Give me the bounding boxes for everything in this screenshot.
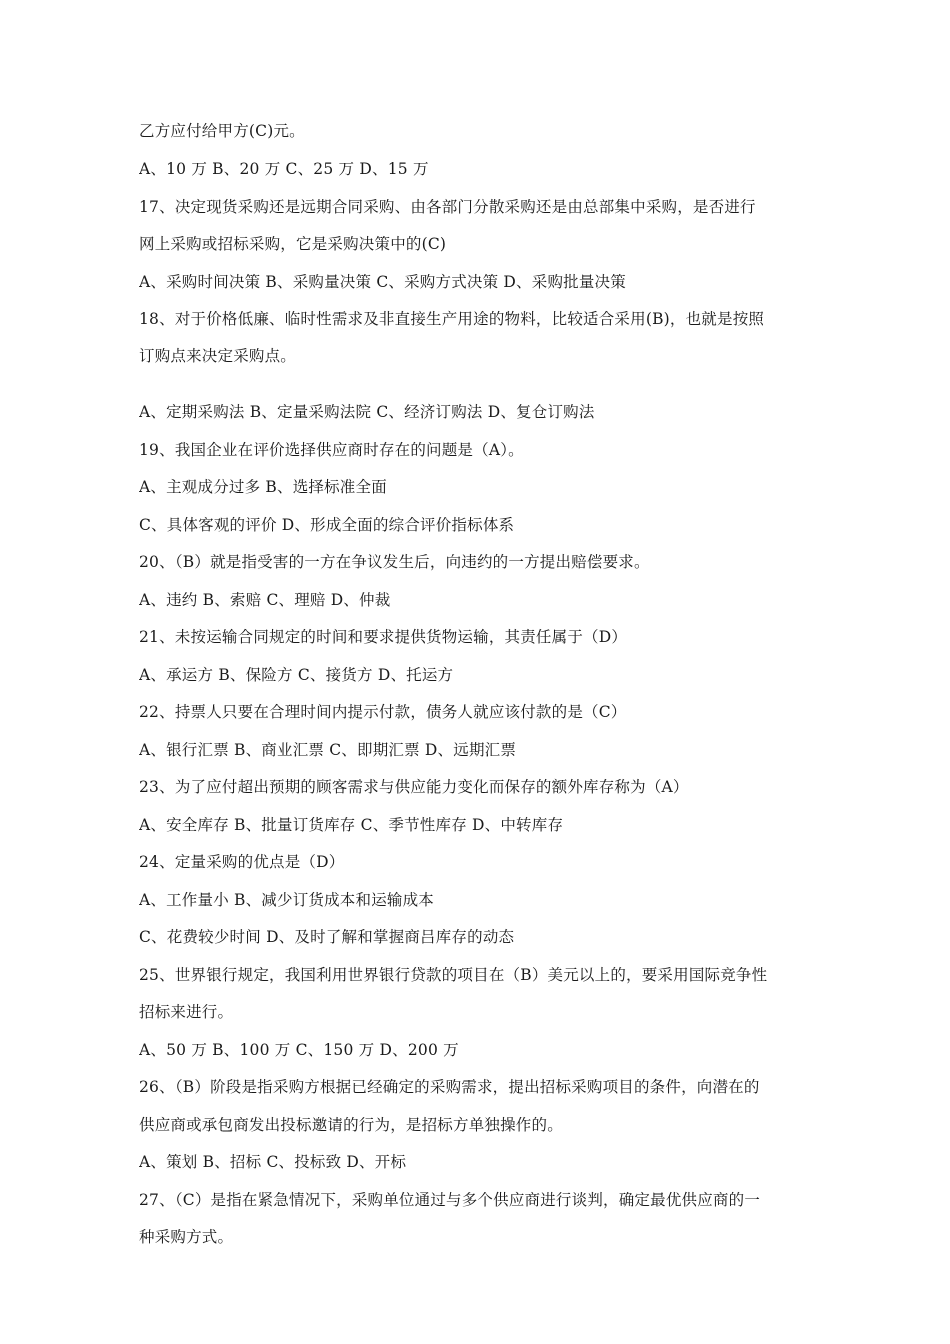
text-line: 订购点来决定采购点。 — [139, 347, 297, 365]
text-line: 17、决定现货采购还是远期合同采购、由各部门分散采购还是由总部集中采购，是否进行 — [139, 198, 756, 216]
text-line: C、花费较少时间 D、及时了解和掌握商吕库存的动态 — [139, 928, 515, 946]
text-line: 乙方应付给甲方(C)元。 — [139, 122, 305, 140]
text-line: C、具体客观的评价 D、形成全面的综合评价指标体系 — [139, 516, 515, 534]
text-line: 种采购方式。 — [139, 1228, 234, 1246]
text-line: A、策划 B、招标 C、投标致 D、开标 — [139, 1153, 407, 1171]
text-line: A、定期采购法 B、定量采购法院 C、经济订购法 D、复仓订购法 — [139, 403, 595, 421]
text-line: 24、定量采购的优点是（D） — [139, 853, 345, 871]
text-line: 网上采购或招标采购，它是采购决策中的(C) — [139, 235, 447, 253]
text-line: A、违约 B、索赔 C、理赔 D、仲裁 — [139, 591, 391, 609]
text-line: 18、对于价格低廉、临时性需求及非直接生产用途的物料，比较适合采用(B)，也就是按照 — [139, 310, 765, 328]
text-line: A、10 万 B、20 万 C、25 万 D、15 万 — [139, 160, 429, 178]
text-line: 供应商或承包商发出投标邀请的行为，是招标方单独操作的。 — [139, 1116, 563, 1134]
text-line: A、承运方 B、保险方 C、接货方 D、托运方 — [139, 666, 454, 684]
text-line: 招标来进行。 — [139, 1003, 234, 1021]
text-line: 22、持票人只要在合理时间内提示付款，债务人就应该付款的是（C） — [139, 703, 627, 721]
text-line: A、主观成分过多 B、选择标准全面 — [139, 478, 387, 496]
text-line: A、银行汇票 B、商业汇票 C、即期汇票 D、远期汇票 — [139, 741, 517, 759]
text-line: A、50 万 B、100 万 C、150 万 D、200 万 — [139, 1041, 459, 1059]
text-line: A、采购时间决策 B、采购量决策 C、采购方式决策 D、采购批量决策 — [139, 273, 626, 291]
text-line: 19、我国企业在评价选择供应商时存在的问题是（A）。 — [139, 441, 524, 459]
text-line: 20、（B）就是指受害的一方在争议发生后，向违约的一方提出赔偿要求。 — [139, 553, 650, 571]
text-line: 21、未按运输合同规定的时间和要求提供货物运输，其责任属于（D） — [139, 628, 628, 646]
text-line: 25、世界银行规定，我国利用世界银行贷款的项目在（B）美元以上的，要采用国际竞争性 — [139, 966, 768, 984]
text-line: A、安全库存 B、批量订货库存 C、季节性库存 D、中转库存 — [139, 816, 564, 834]
text-line: 27、（C）是指在紧急情况下，采购单位通过与多个供应商进行谈判，确定最优供应商的一 — [139, 1191, 761, 1209]
text-line: 23、为了应付超出预期的顾客需求与供应能力变化而保存的额外库存称为（A） — [139, 778, 689, 796]
text-line: A、工作量小 B、减少订货成本和运输成本 — [139, 891, 435, 909]
text-line: 26、（B）阶段是指采购方根据已经确定的采购需求，提出招标采购项目的条件，向潜在的 — [139, 1078, 760, 1096]
